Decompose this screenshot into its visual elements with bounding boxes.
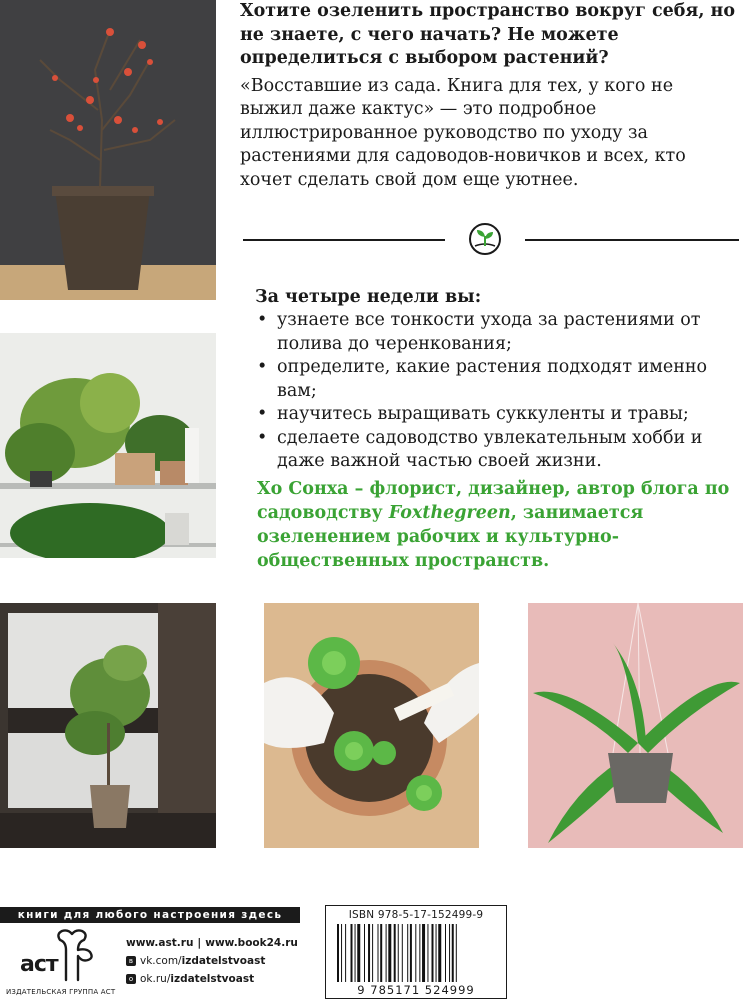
barcode-number: 9 785171 524999 bbox=[357, 983, 475, 997]
vk-icon: в bbox=[126, 956, 136, 966]
weeks-title: За четыре недели вы: bbox=[255, 287, 482, 307]
barcode-bars bbox=[337, 924, 495, 982]
intro-description: «Восставшие из сада. Книга для тех, у кого не выжил даже кактус» — это подробное иллюстрированное руководство по уходу за растениями для садоводов-новичков и всех, кто хочет сделать свой дом еще уютнее. bbox=[240, 75, 686, 190]
logo-lettering: аст bbox=[20, 952, 58, 977]
author-bio bbox=[257, 477, 741, 573]
divider-line-left bbox=[243, 239, 445, 241]
list-item: • сделаете садоводство увлекательным хобби и даже важной частью своей жизни. bbox=[257, 427, 741, 474]
vk-prefix: vk.com/ bbox=[140, 955, 182, 967]
sprout-emblem-icon bbox=[468, 222, 502, 256]
isbn-number: ISBN 978-5-17-152499-9 bbox=[348, 909, 484, 921]
site-links-row bbox=[126, 934, 298, 952]
ok-handle[interactable]: izdatelstvoast bbox=[170, 973, 255, 985]
link-separator: | bbox=[197, 937, 202, 949]
ok-row[interactable] bbox=[126, 970, 298, 988]
intro-block bbox=[240, 0, 740, 192]
isbn-barcode bbox=[325, 905, 507, 999]
intro-question: Хотите озеленить пространство вокруг себя, но не знаете, с чего начать? Не можете определиться с выбором растений? bbox=[240, 1, 735, 68]
publisher-name: ИЗДАТЕЛЬСКАЯ ГРУППА АСТ bbox=[6, 988, 116, 996]
ast-site-link[interactable]: www.ast.ru bbox=[126, 937, 194, 949]
author-bio-start: Хо Сонха – флорист, дизайнер, автор блога по садоводству bbox=[257, 479, 730, 523]
vk-row[interactable] bbox=[126, 952, 298, 970]
footer-links bbox=[126, 934, 298, 988]
ok-prefix: ok.ru/ bbox=[140, 973, 171, 985]
vk-handle[interactable]: izdatelstvoast bbox=[181, 955, 266, 967]
section-divider bbox=[243, 222, 739, 258]
author-blog-name: Foxthegreen bbox=[388, 503, 511, 523]
photo-houseplant-shelf bbox=[0, 333, 216, 558]
list-item: • научитесь выращивать суккуленты и травы; bbox=[257, 403, 741, 427]
book24-site-link[interactable]: www.book24.ru bbox=[205, 937, 298, 949]
list-item: • узнаете все тонкости ухода за растениями от полива до черенкования; bbox=[257, 309, 741, 356]
divider-line-right bbox=[525, 239, 739, 241]
ok-icon: о bbox=[126, 974, 136, 984]
author-bio-end: , занимается озеленением рабочих и культурно-общественных пространств. bbox=[257, 503, 644, 571]
photo-quince-bonsai bbox=[0, 0, 216, 300]
list-item: • определите, какие растения подходят именно вам; bbox=[257, 356, 741, 403]
footer-tagline: книги для любого настроения здесь bbox=[0, 907, 300, 923]
photo-hanging-fern bbox=[528, 603, 743, 848]
photo-succulent-cuttings bbox=[264, 603, 479, 848]
benefits-list bbox=[257, 309, 741, 474]
ast-logo bbox=[20, 928, 98, 984]
photo-umbrella-tree-window bbox=[0, 603, 216, 848]
